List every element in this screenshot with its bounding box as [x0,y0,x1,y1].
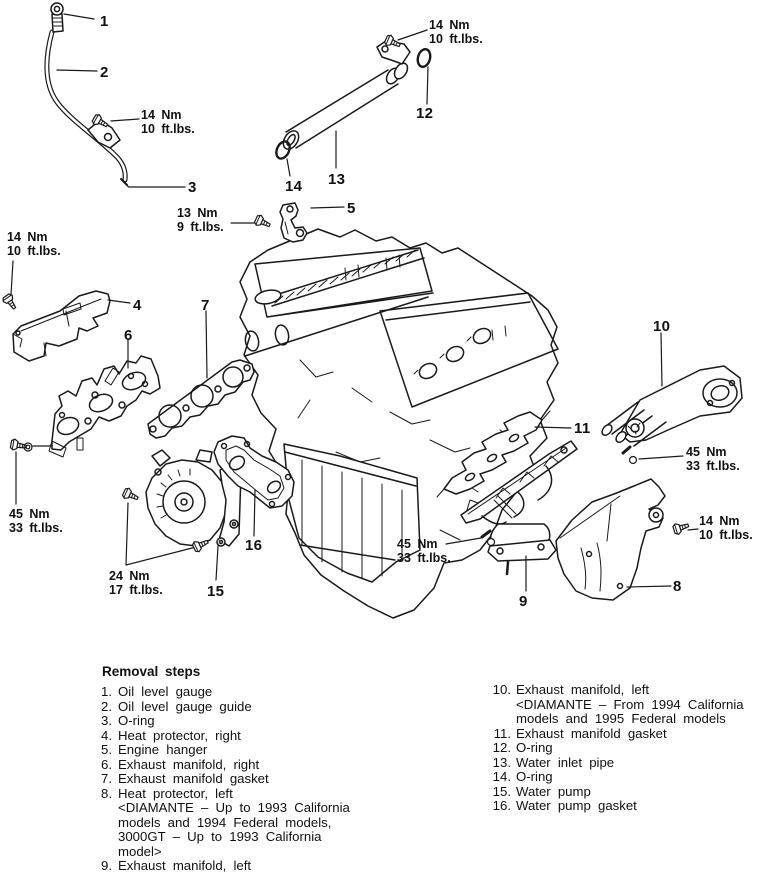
torque-nm: 24 Nm [109,569,150,583]
legend-item-label [516,683,744,727]
torque-nm: 14 Nm [699,514,740,528]
legend-title: Removal steps [102,664,201,679]
callout-16: 16 [245,537,263,554]
callout-9: 9 [519,593,528,610]
heat-protector-left [556,479,665,600]
legend-item-3 [88,714,418,729]
legend-item-label: Water inlet pipe [516,754,615,770]
legend-item-line: <DIAMANTE – Up to 1993 California [118,800,350,815]
torque-nm: 45 Nm [9,507,50,521]
legend-item-label: Water pump gasket [516,798,637,813]
torque-ftlbs: 33 ft.lbs. [686,458,740,473]
legend-item-label: Exhaust manifold, right [118,756,260,772]
legend-item-number: 12. [492,740,511,755]
legend-item-label: O-ring [118,713,155,728]
legend-item-12 [477,741,767,756]
torque-ftlbs: 10 ft.lbs. [429,31,483,46]
legend-item-label: Oil level gauge guide [118,698,252,714]
legend-item-number: 3. [101,713,112,728]
legend-item-label: Exhaust manifold gasket [516,725,667,741]
legend-item-line: <DIAMANTE – From 1994 California [516,696,744,712]
legend-left-column [88,685,418,874]
torque-ftlbs: 33 ft.lbs. [397,550,451,565]
callout-13: 13 [328,171,346,188]
legend-item-13 [477,756,767,771]
torque-ftlbs: 10 ft.lbs. [7,243,61,258]
legend-right-column [477,683,767,814]
legend-item-label: Water pump [516,783,591,799]
torque-label-3 [177,207,224,234]
bolt-icon [122,487,140,503]
legend-item-11 [477,727,767,742]
torque-label-8 [686,446,740,473]
legend-item-label: Oil level gauge [118,684,213,699]
torque-label-7 [397,538,451,565]
engine-hanger [280,203,307,242]
legend-item-number: 14. [492,769,511,784]
callout-5: 5 [347,200,356,217]
torque-nm: 14 Nm [141,108,182,122]
legend-item-label [118,787,350,860]
torque-ftlbs: 10 ft.lbs. [699,527,753,542]
legend-item-number: 16. [492,798,511,813]
callout-10: 10 [653,318,671,335]
legend-item-15 [477,785,767,800]
stud-icon [623,447,630,453]
bolt-icon [254,214,272,230]
legend-item-number: 13. [492,754,511,770]
legend-item-6 [88,758,418,773]
torque-label-1 [141,109,195,136]
callout-8: 8 [673,578,682,595]
legend-item-2 [88,700,418,715]
legend-item-label: Exhaust manifold gasket [118,771,269,786]
legend-item-9 [88,859,418,874]
torque-label-5 [9,508,63,535]
legend-item-line: model> [118,843,162,859]
callout-3: 3 [188,179,197,196]
torque-ftlbs: 33 ft.lbs. [9,520,63,535]
legend-item-number: 15. [492,783,511,799]
legend-item-line: Exhaust manifold, left [516,682,650,697]
legend-item-14 [477,770,767,785]
torque-ftlbs: 17 ft.lbs. [109,582,163,597]
callout-15: 15 [207,583,225,600]
torque-ftlbs: 9 ft.lbs. [177,219,224,234]
legend-item-number: 1. [101,684,112,699]
torque-nm: 45 Nm [397,537,438,551]
bolt-icon [1,293,19,312]
legend-item-label: Exhaust manifold, left [118,858,252,873]
legend-item-label: O-ring [516,769,553,784]
legend-item-label: O-ring [516,740,553,755]
callout-11: 11 [574,420,591,437]
callout-14: 14 [285,178,303,195]
legend-item-label: Engine hanger [118,742,208,757]
callout-4: 4 [133,297,142,314]
torque-nm: 45 Nm [686,445,727,459]
legend-item-number: 5. [101,742,112,757]
o-ring-12 [416,48,432,68]
legend-item-number: 4. [101,727,112,743]
legend-item-label: Heat protector, right [118,727,241,743]
legend-item-number: 8. [101,785,112,801]
legend-item-number: 9. [101,858,112,873]
washer-icon [26,445,30,449]
callout-1: 1 [100,13,109,30]
legend-item-5 [88,743,418,758]
exhaust-manifold-gasket-right [148,360,254,438]
torque-ftlbs: 10 ft.lbs. [141,121,195,136]
oil-level-gauge [47,3,127,185]
legend-item-line: 3000GT – Up to 1993 California [118,829,322,844]
torque-label-4 [7,231,61,258]
nut-icon [488,539,495,546]
callout-2: 2 [100,64,109,81]
torque-label-2 [429,19,483,46]
legend-item-number: 2. [101,698,112,714]
legend-item-4 [88,729,418,744]
water-inlet-pipe [280,41,410,152]
legend-item-line: models and 1995 Federal models [516,711,726,726]
legend-item-number: 10. [492,682,511,697]
legend-item-8 [88,787,418,860]
legend-item-16 [477,799,767,814]
heat-protector-right [13,291,110,361]
torque-label-9 [699,515,753,542]
legend-item-1 [88,685,418,700]
torque-nm: 14 Nm [429,18,470,32]
callout-6: 6 [124,327,133,344]
exhaust-manifold-left-1994 [600,366,742,446]
exhaust-manifold-right [49,356,160,457]
callout-7: 7 [201,297,210,314]
bolt-icon [672,520,690,535]
nut-icon [630,457,637,464]
legend-item-10 [477,683,767,727]
callout-12: 12 [416,105,434,122]
legend-item-number: 7. [101,771,112,786]
legend-item-number: 11. [493,725,511,741]
torque-nm: 13 Nm [177,206,218,220]
legend-item-line: models and 1994 Federal models, [118,814,332,830]
legend-item-line: Heat protector, left [118,785,233,801]
torque-nm: 14 Nm [7,230,48,244]
legend-item-number: 6. [101,756,112,772]
legend-item-7 [88,772,418,787]
torque-label-6 [109,570,163,597]
